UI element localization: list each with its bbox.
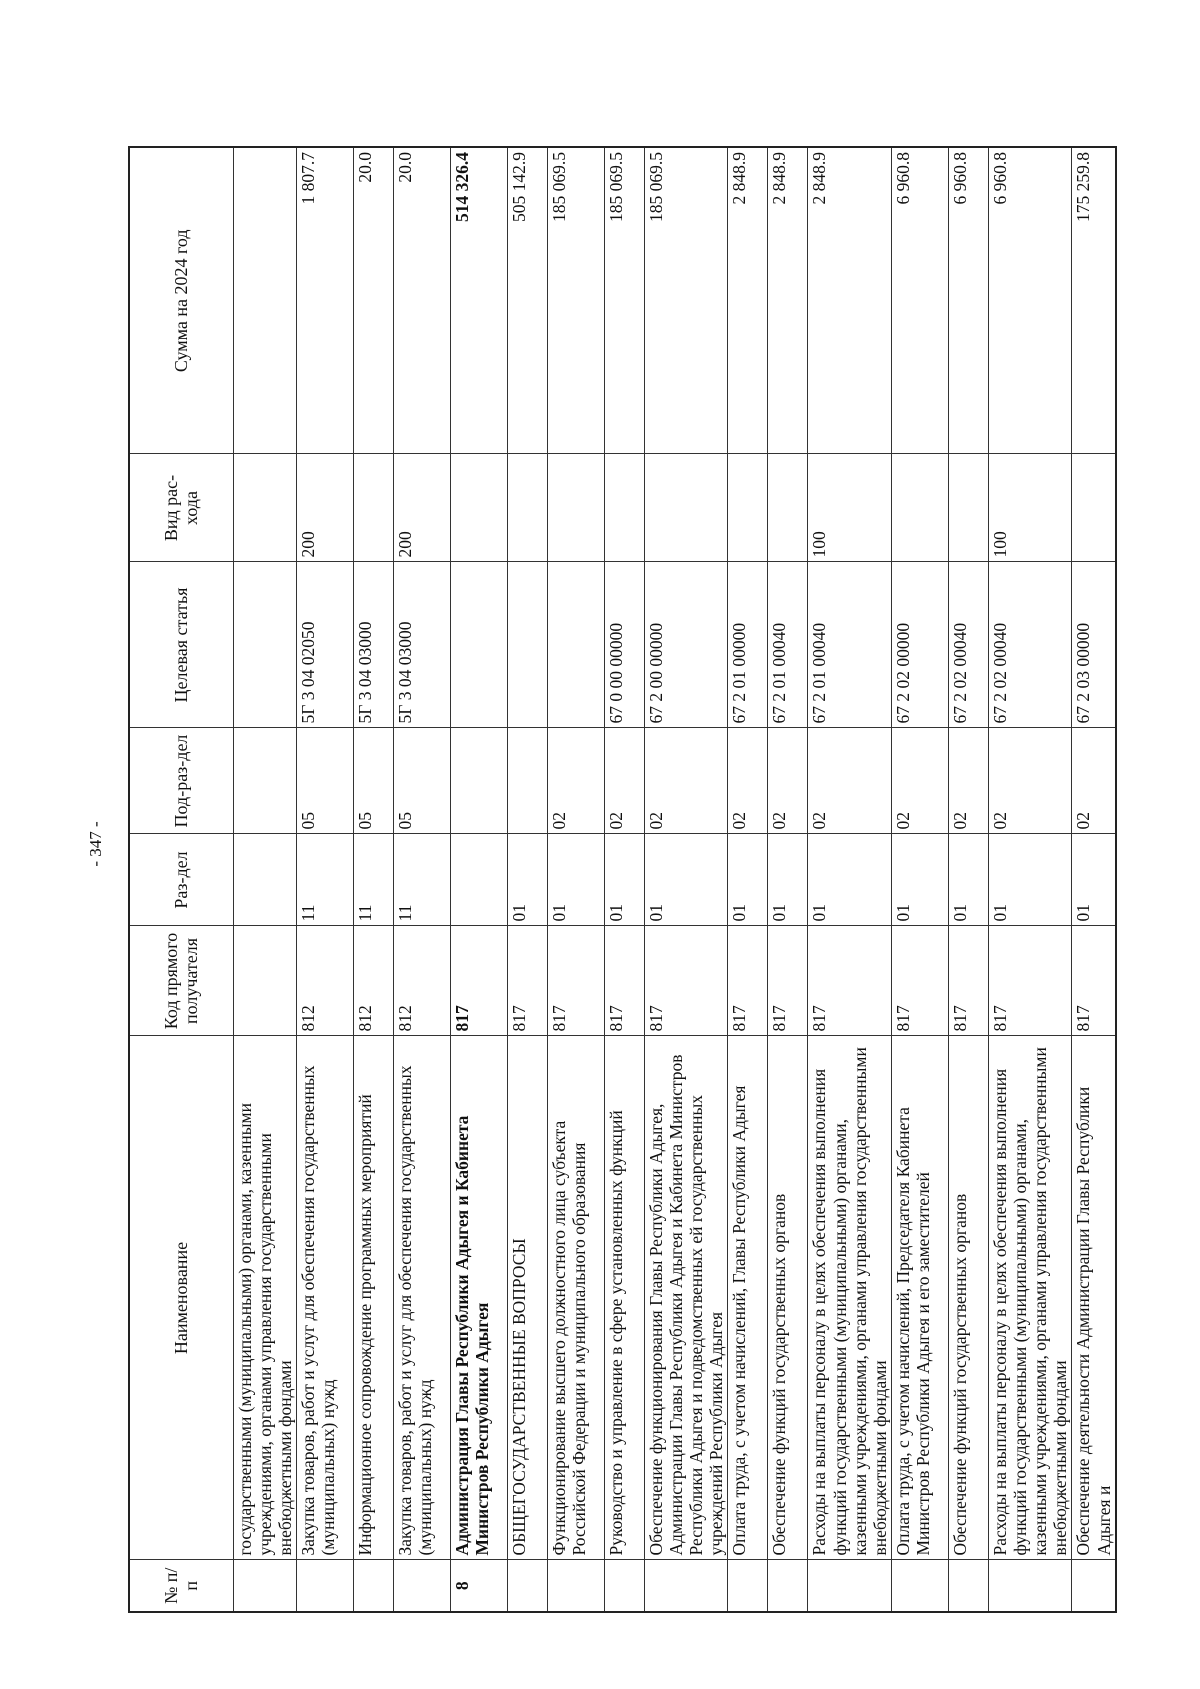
cell-vid [450, 454, 507, 562]
cell-target: 67 2 01 00040 [808, 562, 892, 728]
cell-code: 817 [948, 926, 988, 1036]
table-row [891, 147, 948, 1612]
cell-num [728, 1560, 768, 1612]
cell-sum: 20.0 [393, 147, 450, 454]
cell-target [547, 562, 604, 728]
cell-sum: 514 326.4 [450, 147, 507, 454]
cell-podrazdel: 02 [948, 728, 988, 834]
cell-num [891, 1560, 948, 1612]
cell-vid [507, 454, 547, 562]
cell-code: 817 [450, 926, 507, 1036]
table-row [393, 147, 450, 1612]
cell-podrazdel [507, 728, 547, 834]
cell-podrazdel [233, 728, 296, 834]
table-header-row [129, 147, 233, 1612]
cell-num [296, 1560, 353, 1612]
cell-code: 817 [808, 926, 892, 1036]
cell-podrazdel: 02 [808, 728, 892, 834]
cell-code: 817 [644, 926, 728, 1036]
cell-num [948, 1560, 988, 1612]
cell-razdel: 01 [547, 834, 604, 926]
cell-sum: 175 259.8 [1072, 147, 1116, 454]
header-name: Наименование [129, 1036, 233, 1560]
cell-podrazdel: 05 [296, 728, 353, 834]
cell-sum: 2 848.9 [808, 147, 892, 454]
cell-razdel [450, 834, 507, 926]
cell-target: 67 2 01 00040 [768, 562, 808, 728]
table-row [604, 147, 644, 1612]
header-code: Код прямого получателя [129, 926, 233, 1036]
cell-razdel: 11 [353, 834, 393, 926]
cell-vid [1072, 454, 1116, 562]
cell-code [233, 926, 296, 1036]
cell-num [507, 1560, 547, 1612]
cell-name: Оплата труда, с учетом начислений, Главы Республики Адыгея [728, 1036, 768, 1560]
cell-vid: 200 [393, 454, 450, 562]
cell-num [1072, 1560, 1116, 1612]
table-row [644, 147, 728, 1612]
table-body [233, 147, 1116, 1612]
cell-target: 67 2 02 00040 [948, 562, 988, 728]
cell-vid: 100 [808, 454, 892, 562]
cell-code: 812 [353, 926, 393, 1036]
cell-razdel: 01 [768, 834, 808, 926]
cell-razdel: 01 [1072, 834, 1116, 926]
cell-podrazdel [450, 728, 507, 834]
cell-vid [891, 454, 948, 562]
table-row [768, 147, 808, 1612]
cell-target: 67 2 01 00000 [728, 562, 768, 728]
rotated-page [128, 148, 1114, 1613]
cell-code: 812 [296, 926, 353, 1036]
header-num: № п/п [129, 1560, 233, 1612]
cell-vid [604, 454, 644, 562]
cell-name: Информационное сопровождение программных мероприятий [353, 1036, 393, 1560]
cell-vid [233, 454, 296, 562]
cell-razdel: 11 [296, 834, 353, 926]
cell-num [393, 1560, 450, 1612]
cell-name: ОБЩЕГОСУДАРСТВЕННЫЕ ВОПРОСЫ [507, 1036, 547, 1560]
cell-podrazdel: 02 [547, 728, 604, 834]
cell-name: Руководство и управление в сфере установленных функций [604, 1036, 644, 1560]
cell-razdel: 01 [988, 834, 1072, 926]
cell-num [768, 1560, 808, 1612]
table-row [1072, 147, 1116, 1612]
cell-name: Обеспечение деятельности Администрации Главы Республики Адыгея и [1072, 1036, 1116, 1560]
cell-podrazdel: 02 [768, 728, 808, 834]
cell-name: Закупка товаров, работ и услуг для обеспечения государственных (муниципальных) нужд [393, 1036, 450, 1560]
cell-podrazdel: 02 [644, 728, 728, 834]
cell-name: Закупка товаров, работ и услуг для обеспечения государственных (муниципальных) нужд [296, 1036, 353, 1560]
table-row [296, 147, 353, 1612]
cell-sum [233, 147, 296, 454]
cell-target: 5Г 3 04 03000 [393, 562, 450, 728]
cell-name: Оплата труда, с учетом начислений, Председателя Кабинета Министров Республики Адыгея и его заместителей [891, 1036, 948, 1560]
cell-vid [547, 454, 604, 562]
cell-num [644, 1560, 728, 1612]
cell-name: Функционирование высшего должностного лица субъекта Российской Федерации и муниципального образования [547, 1036, 604, 1560]
cell-sum: 6 960.8 [948, 147, 988, 454]
header-sum: Сумма на 2024 год [129, 147, 233, 454]
table-row [450, 147, 507, 1612]
cell-sum: 505 142.9 [507, 147, 547, 454]
cell-num: 8 [450, 1560, 507, 1612]
cell-name: Расходы на выплаты персоналу в целях обеспечения выполнения функций государственными (муниципальными) органами, казенными учреждениями, органами управления государственными внебюджетными фондами [988, 1036, 1072, 1560]
cell-code: 817 [507, 926, 547, 1036]
cell-razdel: 01 [948, 834, 988, 926]
cell-num [547, 1560, 604, 1612]
cell-razdel [233, 834, 296, 926]
cell-vid [353, 454, 393, 562]
cell-target [450, 562, 507, 728]
cell-razdel: 01 [507, 834, 547, 926]
cell-vid [768, 454, 808, 562]
cell-num [808, 1560, 892, 1612]
cell-razdel: 01 [808, 834, 892, 926]
cell-target: 67 2 00 00000 [644, 562, 728, 728]
cell-target [233, 562, 296, 728]
cell-razdel: 01 [891, 834, 948, 926]
cell-num [988, 1560, 1072, 1612]
cell-sum: 2 848.9 [728, 147, 768, 454]
cell-razdel: 11 [393, 834, 450, 926]
cell-num [353, 1560, 393, 1612]
cell-sum: 20.0 [353, 147, 393, 454]
cell-code: 817 [1072, 926, 1116, 1036]
cell-num [604, 1560, 644, 1612]
cell-vid: 200 [296, 454, 353, 562]
cell-podrazdel: 05 [353, 728, 393, 834]
cell-podrazdel: 02 [988, 728, 1072, 834]
cell-name: Обеспечение функций государственных органов [768, 1036, 808, 1560]
page-number: - 347 - [86, 821, 105, 867]
cell-code: 817 [768, 926, 808, 1036]
table-row [728, 147, 768, 1612]
cell-target: 67 2 03 00000 [1072, 562, 1116, 728]
cell-vid [644, 454, 728, 562]
cell-sum: 185 069.5 [547, 147, 604, 454]
cell-sum: 6 960.8 [988, 147, 1072, 454]
cell-podrazdel: 02 [1072, 728, 1116, 834]
cell-target: 67 0 00 00000 [604, 562, 644, 728]
cell-code: 817 [728, 926, 768, 1036]
cell-target: 5Г 3 04 03000 [353, 562, 393, 728]
cell-vid [728, 454, 768, 562]
cell-sum: 185 069.5 [644, 147, 728, 454]
cell-target: 5Г 3 04 02050 [296, 562, 353, 728]
cell-podrazdel: 02 [604, 728, 644, 834]
header-razdel: Раз-дел [129, 834, 233, 926]
cell-vid [948, 454, 988, 562]
cell-code: 817 [891, 926, 948, 1036]
table-row [988, 147, 1072, 1612]
cell-code: 812 [393, 926, 450, 1036]
budget-table [128, 146, 1117, 1613]
cell-vid: 100 [988, 454, 1072, 562]
header-vid: Вид рас-хода [129, 454, 233, 562]
cell-podrazdel: 05 [393, 728, 450, 834]
cell-name: государственными (муниципальными) органами, казенными учреждениями, органами управления государственными внебюджетными фондами [233, 1036, 296, 1560]
cell-name: Расходы на выплаты персоналу в целях обеспечения выполнения функций государственными (муниципальными) органами, казенными учреждениями, органами управления государственными внебюджетными фондами [808, 1036, 892, 1560]
cell-podrazdel: 02 [891, 728, 948, 834]
cell-code: 817 [604, 926, 644, 1036]
cell-sum: 185 069.5 [604, 147, 644, 454]
cell-podrazdel: 02 [728, 728, 768, 834]
cell-razdel: 01 [604, 834, 644, 926]
table-row [547, 147, 604, 1612]
cell-sum: 1 807.7 [296, 147, 353, 454]
cell-target: 67 2 02 00040 [988, 562, 1072, 728]
cell-razdel: 01 [644, 834, 728, 926]
table-row [948, 147, 988, 1612]
cell-num [233, 1560, 296, 1612]
table-row [233, 147, 296, 1612]
header-podrazdel: Под-раз-дел [129, 728, 233, 834]
table-row [808, 147, 892, 1612]
table-row [507, 147, 547, 1612]
table-row [353, 147, 393, 1612]
cell-razdel: 01 [728, 834, 768, 926]
cell-target: 67 2 02 00000 [891, 562, 948, 728]
cell-code: 817 [547, 926, 604, 1036]
header-target: Целевая статья [129, 562, 233, 728]
cell-name: Администрация Главы Республики Адыгея и Кабинета Министров Республики Адыгея [450, 1036, 507, 1560]
cell-code: 817 [988, 926, 1072, 1036]
cell-target [507, 562, 547, 728]
cell-name: Обеспечение функционирования Главы Республики Адыгея, Администрации Главы Республики Адыгея и Кабинета Министров Республики Адыгея и подведомственных ей государственных учреждений Республики Адыгея [644, 1036, 728, 1560]
cell-name: Обеспечение функций государственных органов [948, 1036, 988, 1560]
cell-sum: 2 848.9 [768, 147, 808, 454]
cell-sum: 6 960.8 [891, 147, 948, 454]
